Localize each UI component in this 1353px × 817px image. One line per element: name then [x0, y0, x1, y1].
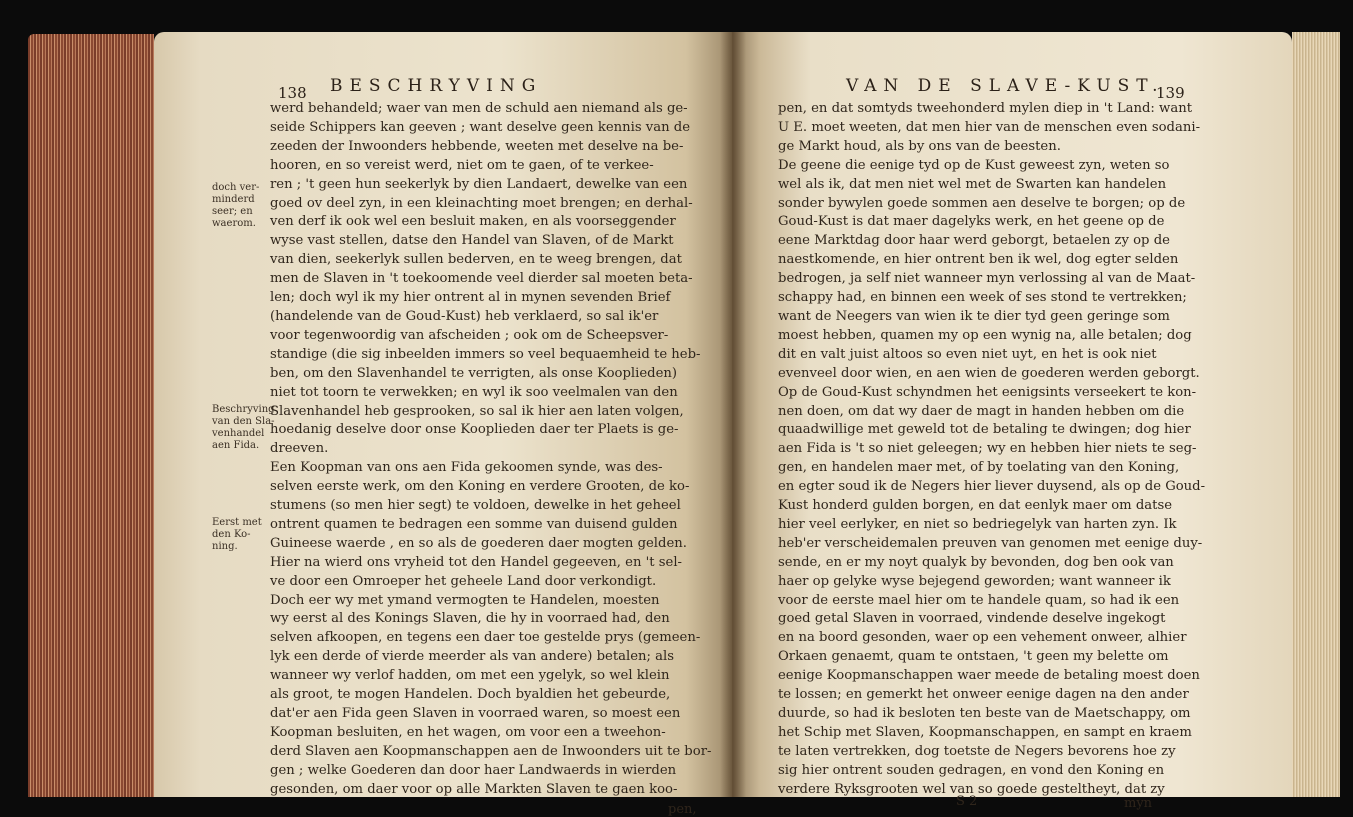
right-page-text	[778, 100, 1208, 800]
margin-note-2: Beschryving van den Sla- venhandel aen Fida.	[212, 404, 275, 451]
text-line: voor de eerste mael hier om te handele quam, so had ik een	[778, 592, 1180, 608]
text-line: gesonden, om daer voor op alle Markten Slaven te gaen koo-	[270, 781, 678, 797]
text-line: Goud-Kust is dat maer dagelyks werk, en het geene op de	[778, 214, 1165, 230]
text-line: dat'er aen Fida geen Slaven in voorraed waren, so moest een	[270, 706, 681, 721]
text-line: hier veel eerlyker, en niet so bedriegelyk van harten zyn. Ik	[778, 516, 1177, 532]
text-line: voor tegenwoordig van afscheiden ; ook om de Scheepsver-	[270, 327, 669, 343]
text-line: sig hier ontrent souden gedragen, en vond den Koning en	[778, 762, 1165, 778]
right-running-head: VAN DE SLAVE-KUST.	[846, 76, 1165, 96]
text-line: werd behandeld; waer van men de schuld aen niemand als ge-	[270, 101, 688, 116]
text-line: gen, en handelen maer met, of by toelating van den Koning,	[778, 460, 1180, 476]
left-page-edges	[28, 34, 154, 797]
text-line: pen, en dat somtyds tweehonderd mylen diep in 't Land: want	[778, 101, 1192, 116]
text-line: goed ov deel zyn, in een kleinachting moet brengen; en derhal-	[270, 195, 693, 211]
open-book	[14, 24, 1340, 817]
text-line: De geene die eenige tyd op de Kust geweest zyn, weten so	[778, 157, 1170, 173]
right-page	[732, 32, 1292, 811]
text-line: wy eerst al des Konings Slaven, die hy in voorraed had, den	[270, 611, 670, 627]
right-page-edges	[1292, 32, 1340, 797]
text-line: te laten vertrekken, dog toetste de Negers bevorens hoe zy	[778, 743, 1176, 759]
text-line: seide Schippers kan geeven ; want deselve geen kennis van de	[270, 119, 691, 135]
text-line: stumens (so men hier segt) te voldoen, dewelke in het geheel	[270, 498, 681, 514]
text-line: als groot, te mogen Handelen. Doch byaldien het gebeurde,	[270, 687, 671, 703]
text-line: Orkaen genaemt, quam te ontstaen, 't geen my belette om	[778, 649, 1169, 665]
text-line: sonder bywylen goede sommen aen deselve te borgen; op de	[778, 195, 1186, 211]
right-page-number: 139	[1156, 84, 1185, 102]
text-line: Hier na wierd ons vryheid tot den Handel gegeeven, en 't sel-	[270, 554, 683, 570]
text-line: ren ; 't geen hun seekerlyk by dien Landaert, dewelke van een	[270, 176, 688, 192]
text-line: en egter soud ik de Negers hier liever duysend, als op de Goud-	[778, 479, 1206, 495]
text-line: standige (die sig inbeelden immers so veel bequaemheid te heb-	[270, 346, 701, 362]
text-line: bedrogen, ja self niet wanneer myn verlossing al van de Maat-	[778, 271, 1196, 287]
text-line: haer op gelyke wyse bejegend geworden; want wanneer ik	[778, 573, 1171, 589]
text-line: eenige Koopmanschappen waer meede de betaling moest doen	[778, 668, 1200, 684]
text-line: Een Koopman van ons aen Fida gekoomen synde, was des-	[270, 460, 663, 476]
text-line: Op de Goud-Kust schyndmen het eenigsints verseekert te kon-	[778, 384, 1197, 400]
text-line: gen ; welke Goederen dan door haer Landwaerds in wierden	[270, 762, 677, 778]
text-line: aen Fida is 't so niet geleegen; wy en hebben hier niets te seg-	[778, 441, 1197, 457]
text-line: wyse vast stellen, datse den Handel van Slaven, of de Markt	[270, 233, 674, 249]
text-line: evenveel door wien, en aen wien de goederen werden geborgt.	[778, 365, 1200, 381]
text-line: want de Neegers van wien ik te dier tyd geen geringe som	[778, 308, 1170, 324]
text-line: hooren, en so vereist werd, niet om te gaen, of te verkee-	[270, 157, 654, 173]
text-line: van dien, seekerlyk sullen bederven, en te weeg brengen, dat	[270, 252, 682, 268]
left-catchword: pen,	[668, 802, 697, 817]
text-line: derd Slaven aen Koopmanschappen aen de Inwoonders uit te bor-	[270, 743, 712, 759]
text-line: (handelende van de Goud-Kust) heb verklaerd, so sal ik'er	[270, 308, 659, 324]
text-line: lyk een derde of vierde meerder als van andere) betalen; als	[270, 649, 675, 665]
text-line: Kust honderd gulden borgen, en dat eenlyk maer om datse	[778, 498, 1173, 514]
text-line: Slavenhandel heb gesprooken, so sal ik hier aen laten volgen,	[270, 403, 684, 419]
text-line: wanneer wy verlof hadden, om met een ygelyk, so wel klein	[270, 668, 670, 684]
text-line: verdere Ryksgrooten wel van so goede gesteltheyt, dat zy	[778, 781, 1165, 797]
text-line: U E. moet weeten, dat men hier van de menschen even sodani-	[778, 119, 1201, 135]
text-line: en na boord gesonden, waer op een vehement onweer, alhier	[778, 630, 1187, 646]
text-line: men de Slaven in 't toekoomende veel dierder sal moeten beta-	[270, 271, 693, 287]
text-line: quaadwillige met geweld tot de betaling te dwingen; dog hier	[778, 422, 1191, 438]
text-line: te lossen; en gemerkt het onweer eenige dagen na den ander	[778, 687, 1189, 703]
text-line: eene Marktdag door haar werd geborgt, betaelen zy op de	[778, 233, 1170, 249]
text-line: selven eerste werk, om den Koning en verdere Grooten, de ko-	[270, 479, 690, 495]
text-line: naestkomende, en hier ontrent ben ik wel, dog egter selden	[778, 252, 1179, 268]
text-line: selven afkoopen, en tegens een daer toe gestelde prys (gemeen-	[270, 630, 701, 646]
text-line: dreeven.	[270, 441, 329, 457]
text-line: dit en valt juist altoos so even niet uyt, en het is ook niet	[778, 346, 1157, 362]
left-running-head: BESCHRYVING	[330, 76, 543, 96]
text-line: ve door een Omroeper het geheele Land door verkondigt.	[270, 573, 657, 589]
book-gutter	[720, 32, 746, 797]
margin-note-3: Eerst met den Ko- ning.	[212, 517, 262, 552]
text-line: Guineese waerde , en so als de goederen daer mogten gelden.	[270, 535, 687, 551]
text-line: duurde, so had ik besloten ten beste van de Maetschappy, om	[778, 706, 1191, 721]
signature-mark: S 2	[956, 794, 978, 809]
text-line: nen doen, om dat wy daer de magt in handen hebben om die	[778, 403, 1185, 419]
right-catchword: myn	[1124, 796, 1153, 811]
text-line: zeeden der Inwoonders hebbende, weeten met deselve na be-	[270, 138, 684, 154]
text-line: moest hebben, quamen my op een wynig na, alle betalen; dog	[778, 327, 1192, 343]
text-line: sende, en er my noyt qualyk by bevonden, dog ben ook van	[778, 554, 1174, 570]
text-line: schappy had, en binnen een week of ses stond te vertrekken;	[778, 290, 1187, 306]
left-page	[154, 32, 732, 817]
text-line: ven derf ik ook wel een besluit maken, en als voorseggender	[270, 214, 676, 230]
left-page-number: 138	[278, 84, 307, 102]
text-line: ben, om den Slavenhandel te verrigten, als onse Kooplieden)	[270, 365, 678, 381]
text-line: heb'er verscheidemalen preuven van genomen met eenige duy-	[778, 535, 1203, 551]
text-line: ontrent quamen te bedragen een somme van duisend gulden	[270, 516, 678, 532]
text-line: hoedanig deselve door onse Kooplieden daer ter Plaets is ge-	[270, 422, 679, 438]
text-line: niet tot toorn te verwekken; en wyl ik soo veelmalen van den	[270, 384, 678, 400]
text-line: goed getal Slaven in voorraed, vindende deselve ingekogt	[778, 611, 1166, 627]
text-line: len; doch wyl ik my hier ontrent al in mynen sevenden Brief	[270, 290, 671, 306]
text-line: Koopman besluiten, en het wagen, om voor een a tweehon-	[270, 724, 666, 740]
text-line: het Schip met Slaven, Koopmanschappen, en sampt en kraem	[778, 724, 1192, 740]
margin-note-1: doch ver- minderd seer; en waerom.	[212, 182, 260, 229]
left-page-text	[270, 100, 710, 800]
text-line: wel als ik, dat men niet wel met de Swarten kan handelen	[778, 176, 1167, 192]
text-line: Doch eer wy met ymand vermogten te Handelen, moesten	[270, 592, 660, 608]
text-line: ge Markt houd, als by ons van de beesten.	[778, 138, 1061, 154]
